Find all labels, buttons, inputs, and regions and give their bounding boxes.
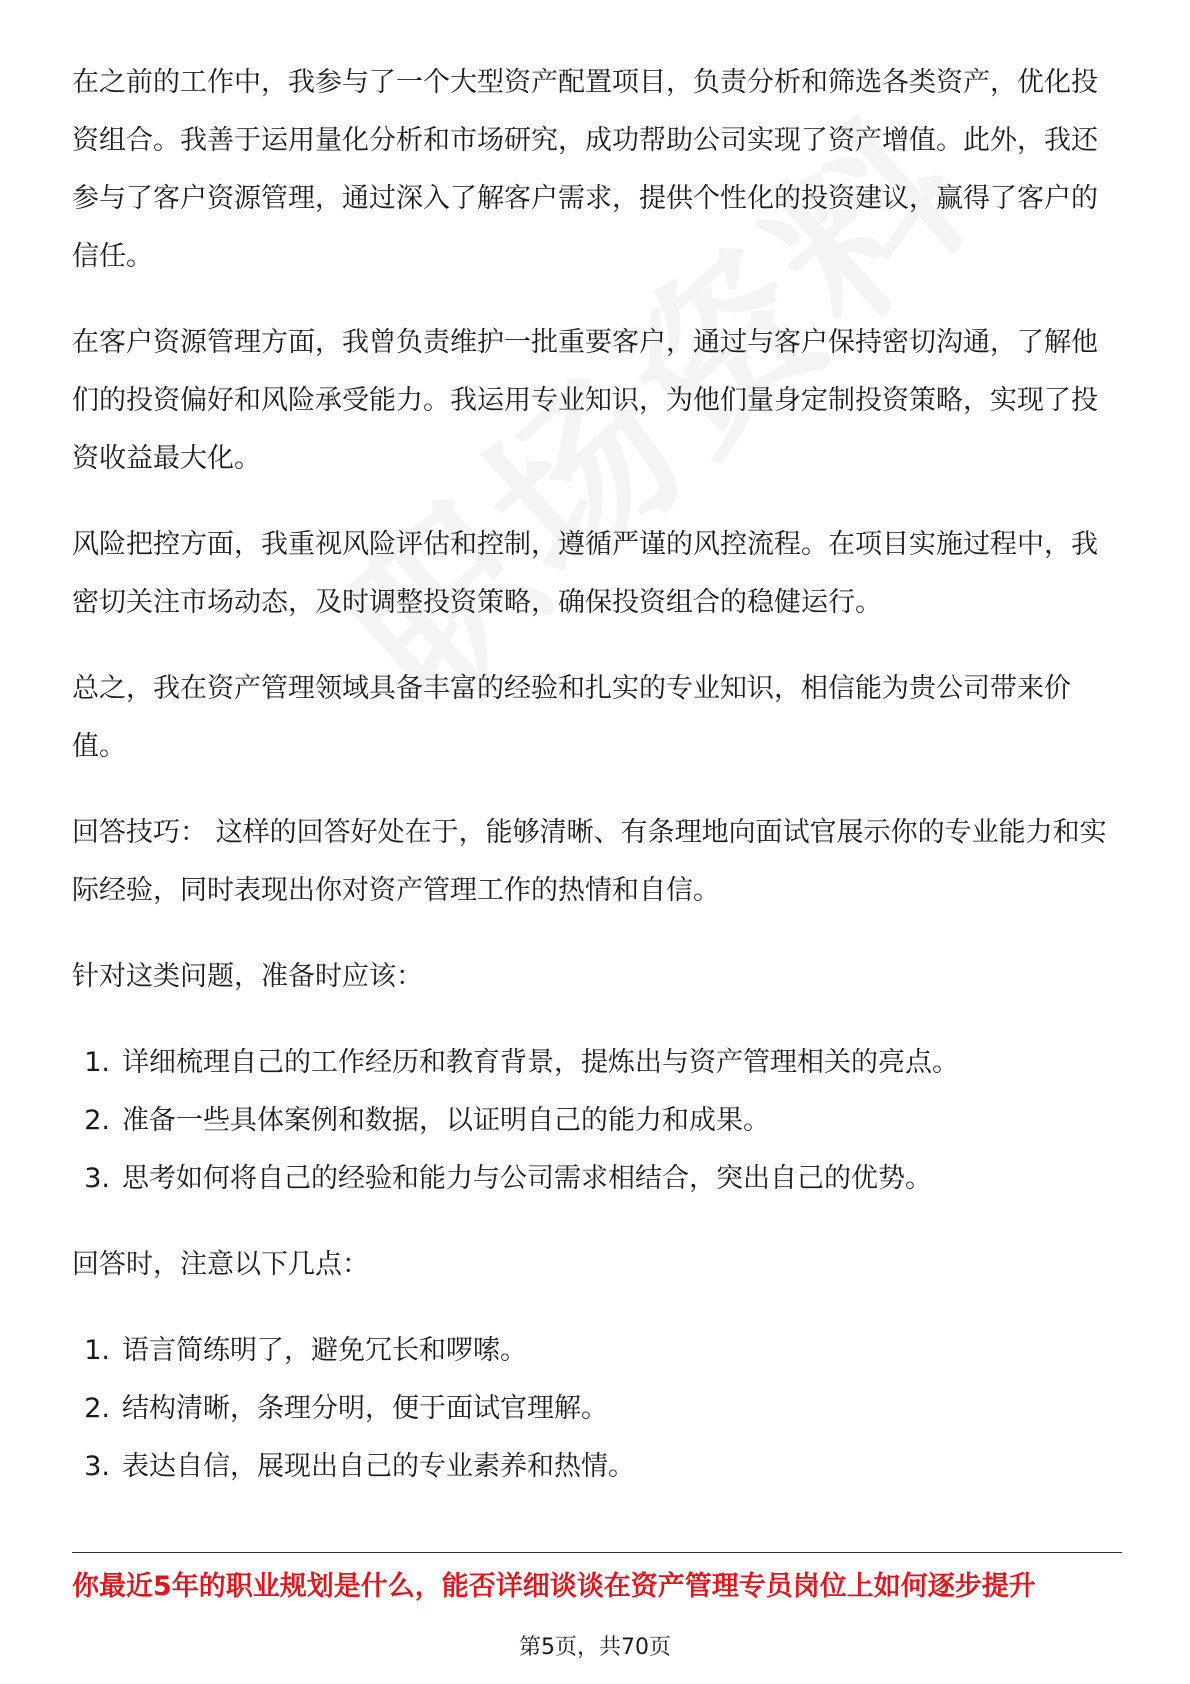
document-body — [72, 54, 1122, 1524]
list-item — [72, 1092, 1122, 1150]
section-divider — [72, 1552, 1122, 1553]
list-item-text: 结构清晰，条理分明，便于面试官理解。 — [122, 1393, 608, 1424]
list-item-number: 2. — [84, 1393, 110, 1424]
list-item — [72, 1380, 1122, 1438]
list-item-number: 1. — [84, 1047, 110, 1078]
list-item — [72, 1322, 1122, 1380]
paragraph-client-management: 在客户资源管理方面，我曾负责维护一批重要客户，通过与客户保持密切沟通，了解他们的投资偏好和风险承受能力。我运用专业知识，为他们量身定制投资策略，实现了投资收益最大化。 — [72, 327, 1098, 474]
paragraph-answer-intro: 回答时，注意以下几点： — [72, 1249, 369, 1280]
list-item — [72, 1150, 1122, 1208]
list-item-number: 1. — [84, 1335, 110, 1366]
answer-list — [72, 1322, 1122, 1496]
paragraph-summary: 总之，我在资产管理领域具备丰富的经验和扎实的专业知识，相信能为贵公司带来价值。 — [72, 673, 1071, 762]
list-item — [72, 1034, 1122, 1092]
paragraph-risk-control: 风险把控方面，我重视风险评估和控制，遵循严谨的风控流程。在项目实施过程中，我密切关注市场动态，及时调整投资策略，确保投资组合的稳健运行。 — [72, 529, 1098, 618]
paragraph-experience: 在之前的工作中，我参与了一个大型资产配置项目，负责分析和筛选各类资产，优化投资组合。我善于运用量化分析和市场研究，成功帮助公司实现了资产增值。此外，我还参与了客户资源管理，通过深入了解客户需求，提供个性化的投资建议，赢得了客户的信任。 — [72, 67, 1098, 272]
page-number: 第5页，共70页 — [519, 1635, 671, 1660]
list-item-number: 3. — [84, 1163, 110, 1194]
list-item-text: 表达自信，展现出自己的专业素养和热情。 — [122, 1451, 635, 1482]
next-question-heading: 你最近5年的职业规划是什么，能否详细谈谈在资产管理专员岗位上如何逐步提升 — [72, 1571, 1036, 1602]
list-item-text: 思考如何将自己的经验和能力与公司需求相结合，突出自己的优势。 — [122, 1163, 932, 1194]
list-item-text: 语言简练明了，避免冗长和啰嗦。 — [122, 1335, 527, 1366]
list-item — [72, 1438, 1122, 1496]
paragraph-answer-tips: 回答技巧： 这样的回答好处在于，能够清晰、有条理地向面试官展示你的专业能力和实际经验，同时表现出你对资产管理工作的热情和自信。 — [72, 817, 1107, 906]
list-item-text: 准备一些具体案例和数据，以证明自己的能力和成果。 — [122, 1105, 770, 1136]
list-item-text: 详细梳理自己的工作经历和教育背景，提炼出与资产管理相关的亮点。 — [122, 1047, 959, 1078]
prep-list — [72, 1034, 1122, 1208]
paragraph-prep-intro: 针对这类问题，准备时应该： — [72, 961, 423, 992]
list-item-number: 3. — [84, 1451, 110, 1482]
list-item-number: 2. — [84, 1105, 110, 1136]
